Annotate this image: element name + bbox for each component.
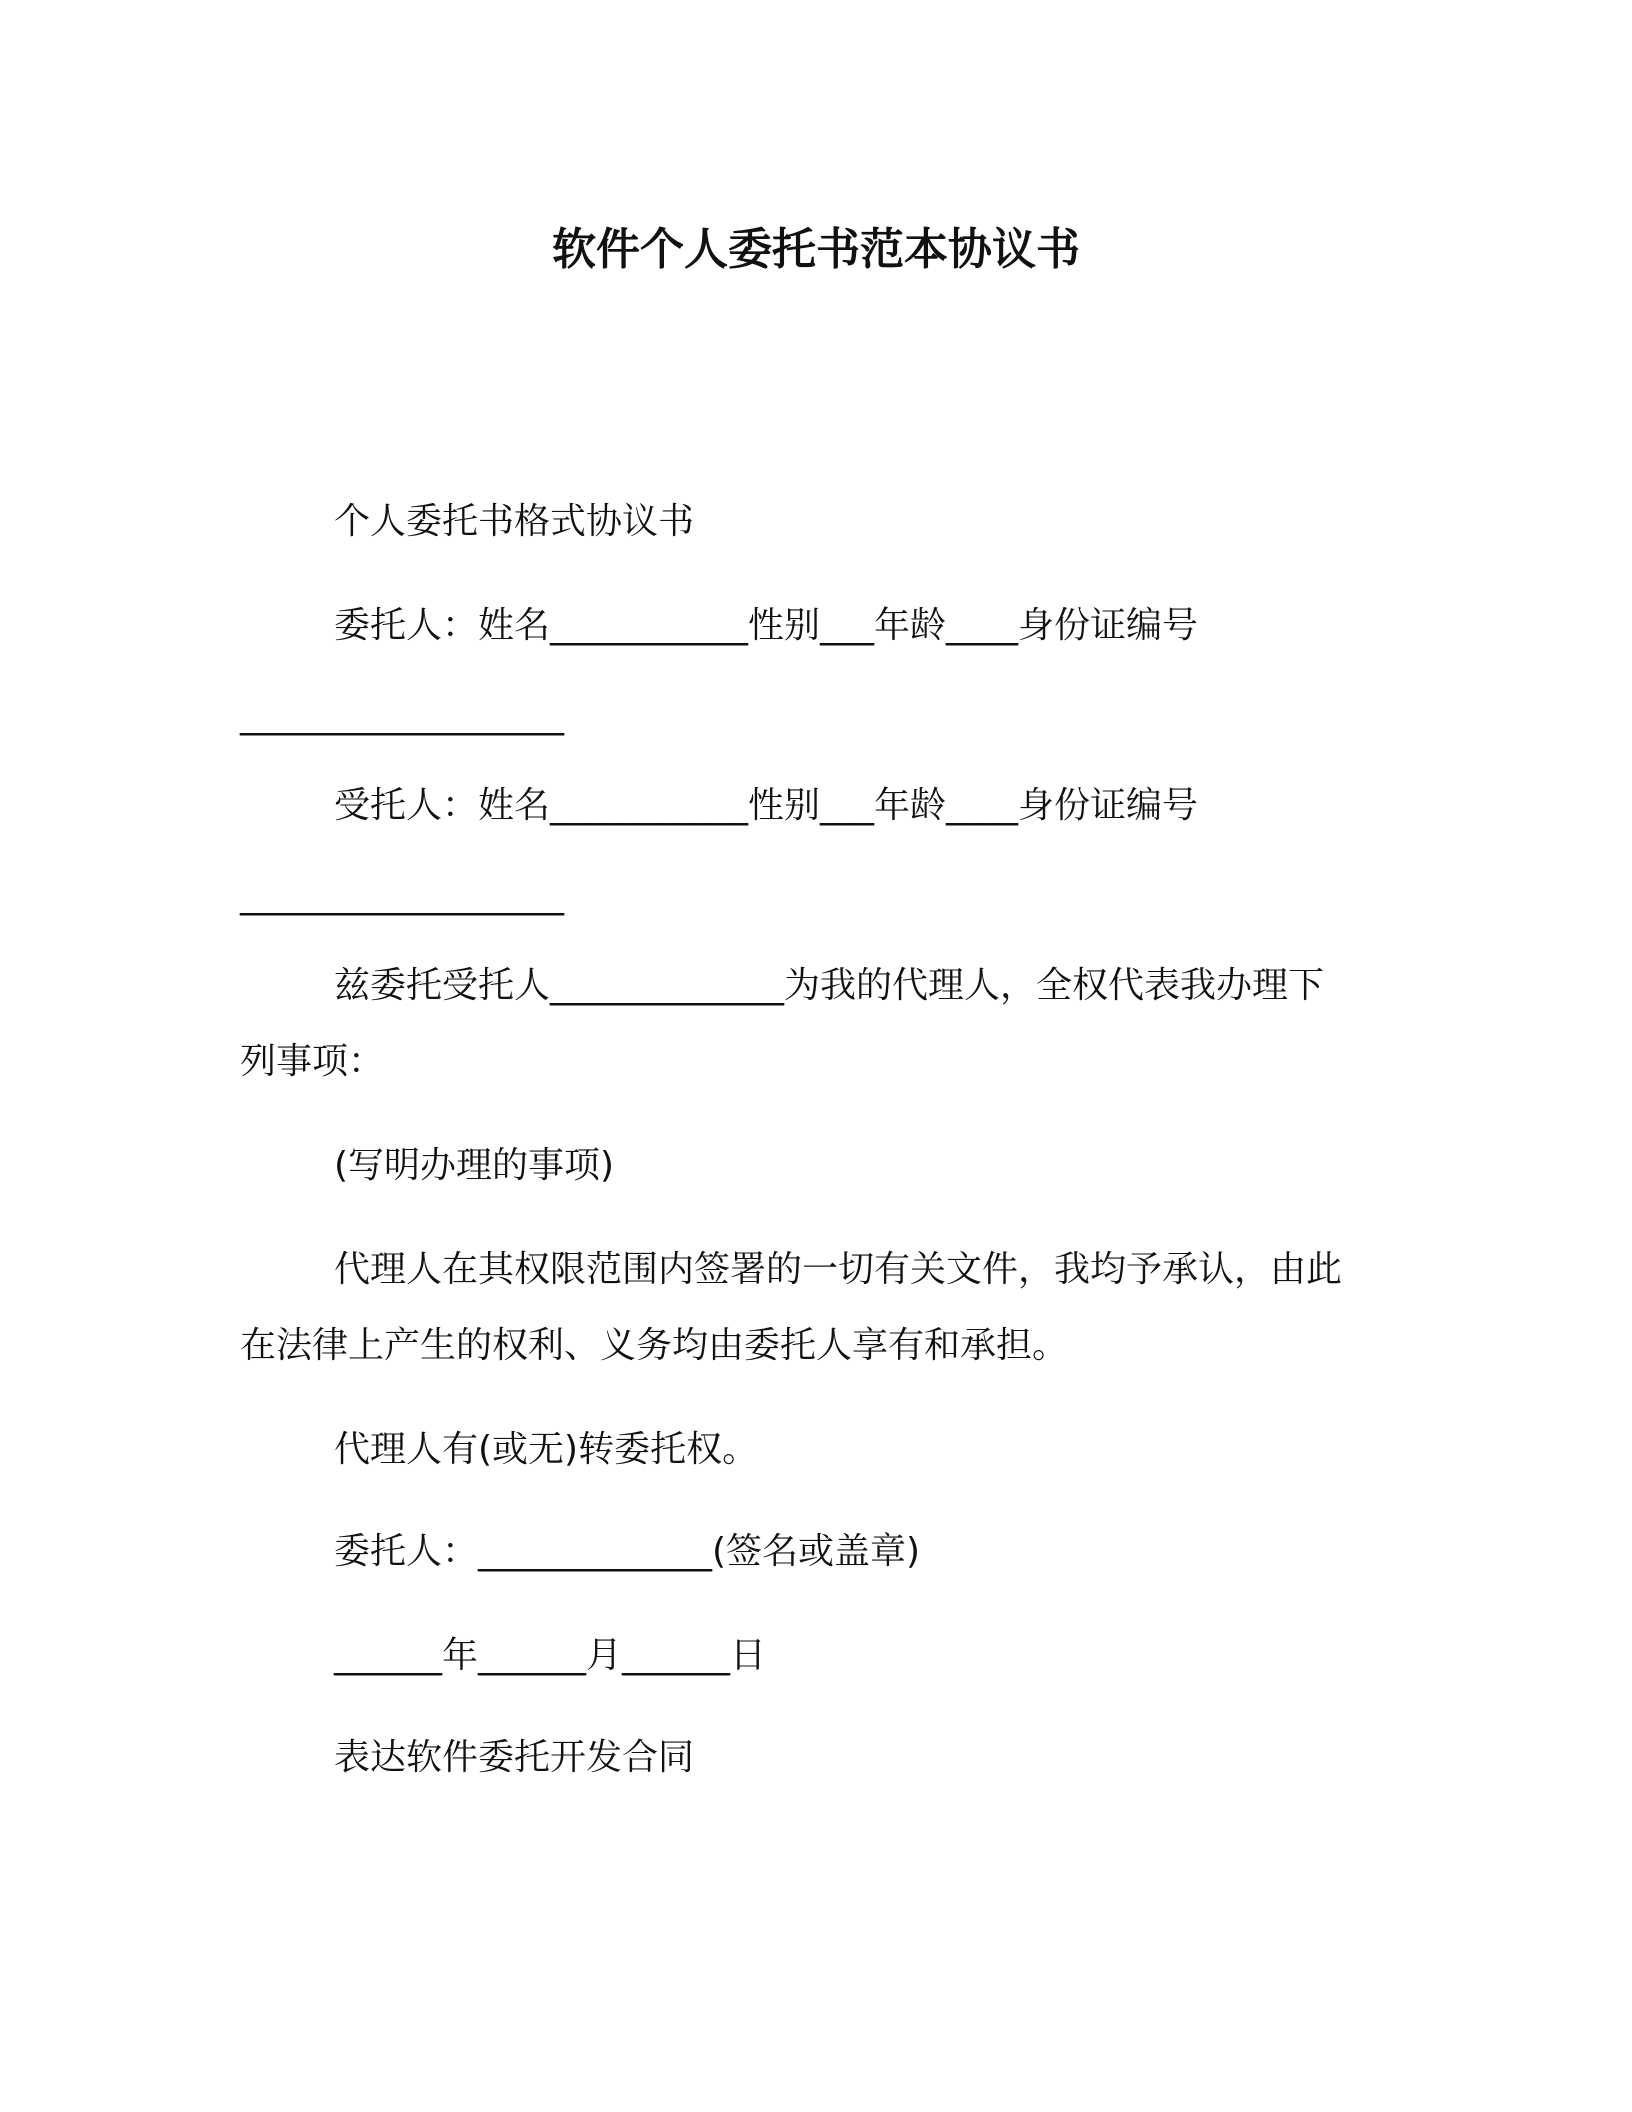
- sub-delegation-line: 代理人有(或无)转委托权。: [334, 1429, 759, 1470]
- principal-id-blank: __________________: [240, 695, 564, 736]
- principal-info-line: 委托人：姓名___________性别___年龄____身份证编号: [334, 605, 1199, 646]
- matters-placeholder: (写明办理的事项): [334, 1145, 615, 1186]
- section-heading: 个人委托书格式协议书: [334, 501, 695, 542]
- acknowledgement-paragraph-line-1: 代理人在其权限范围内签署的一切有关文件，我均予承认，由此: [334, 1249, 1343, 1290]
- authorization-paragraph-line-1: 兹委托受托人_____________为我的代理人，全权代表我办理下: [334, 965, 1325, 1006]
- document-title: 软件个人委托书范本协议书: [552, 224, 1080, 275]
- principal-signature-line: 委托人：_____________(签名或盖章): [334, 1531, 921, 1572]
- agent-info-line: 受托人：姓名___________性别___年龄____身份证编号: [334, 785, 1199, 826]
- agent-id-blank: __________________: [240, 875, 564, 916]
- authorization-paragraph-line-2: 列事项：: [240, 1041, 385, 1082]
- acknowledgement-paragraph-line-2: 在法律上产生的权利、义务均由委托人享有和承担。: [240, 1325, 1069, 1366]
- next-section-heading: 表达软件委托开发合同: [334, 1737, 695, 1778]
- date-line: ______年______月______日: [334, 1635, 766, 1676]
